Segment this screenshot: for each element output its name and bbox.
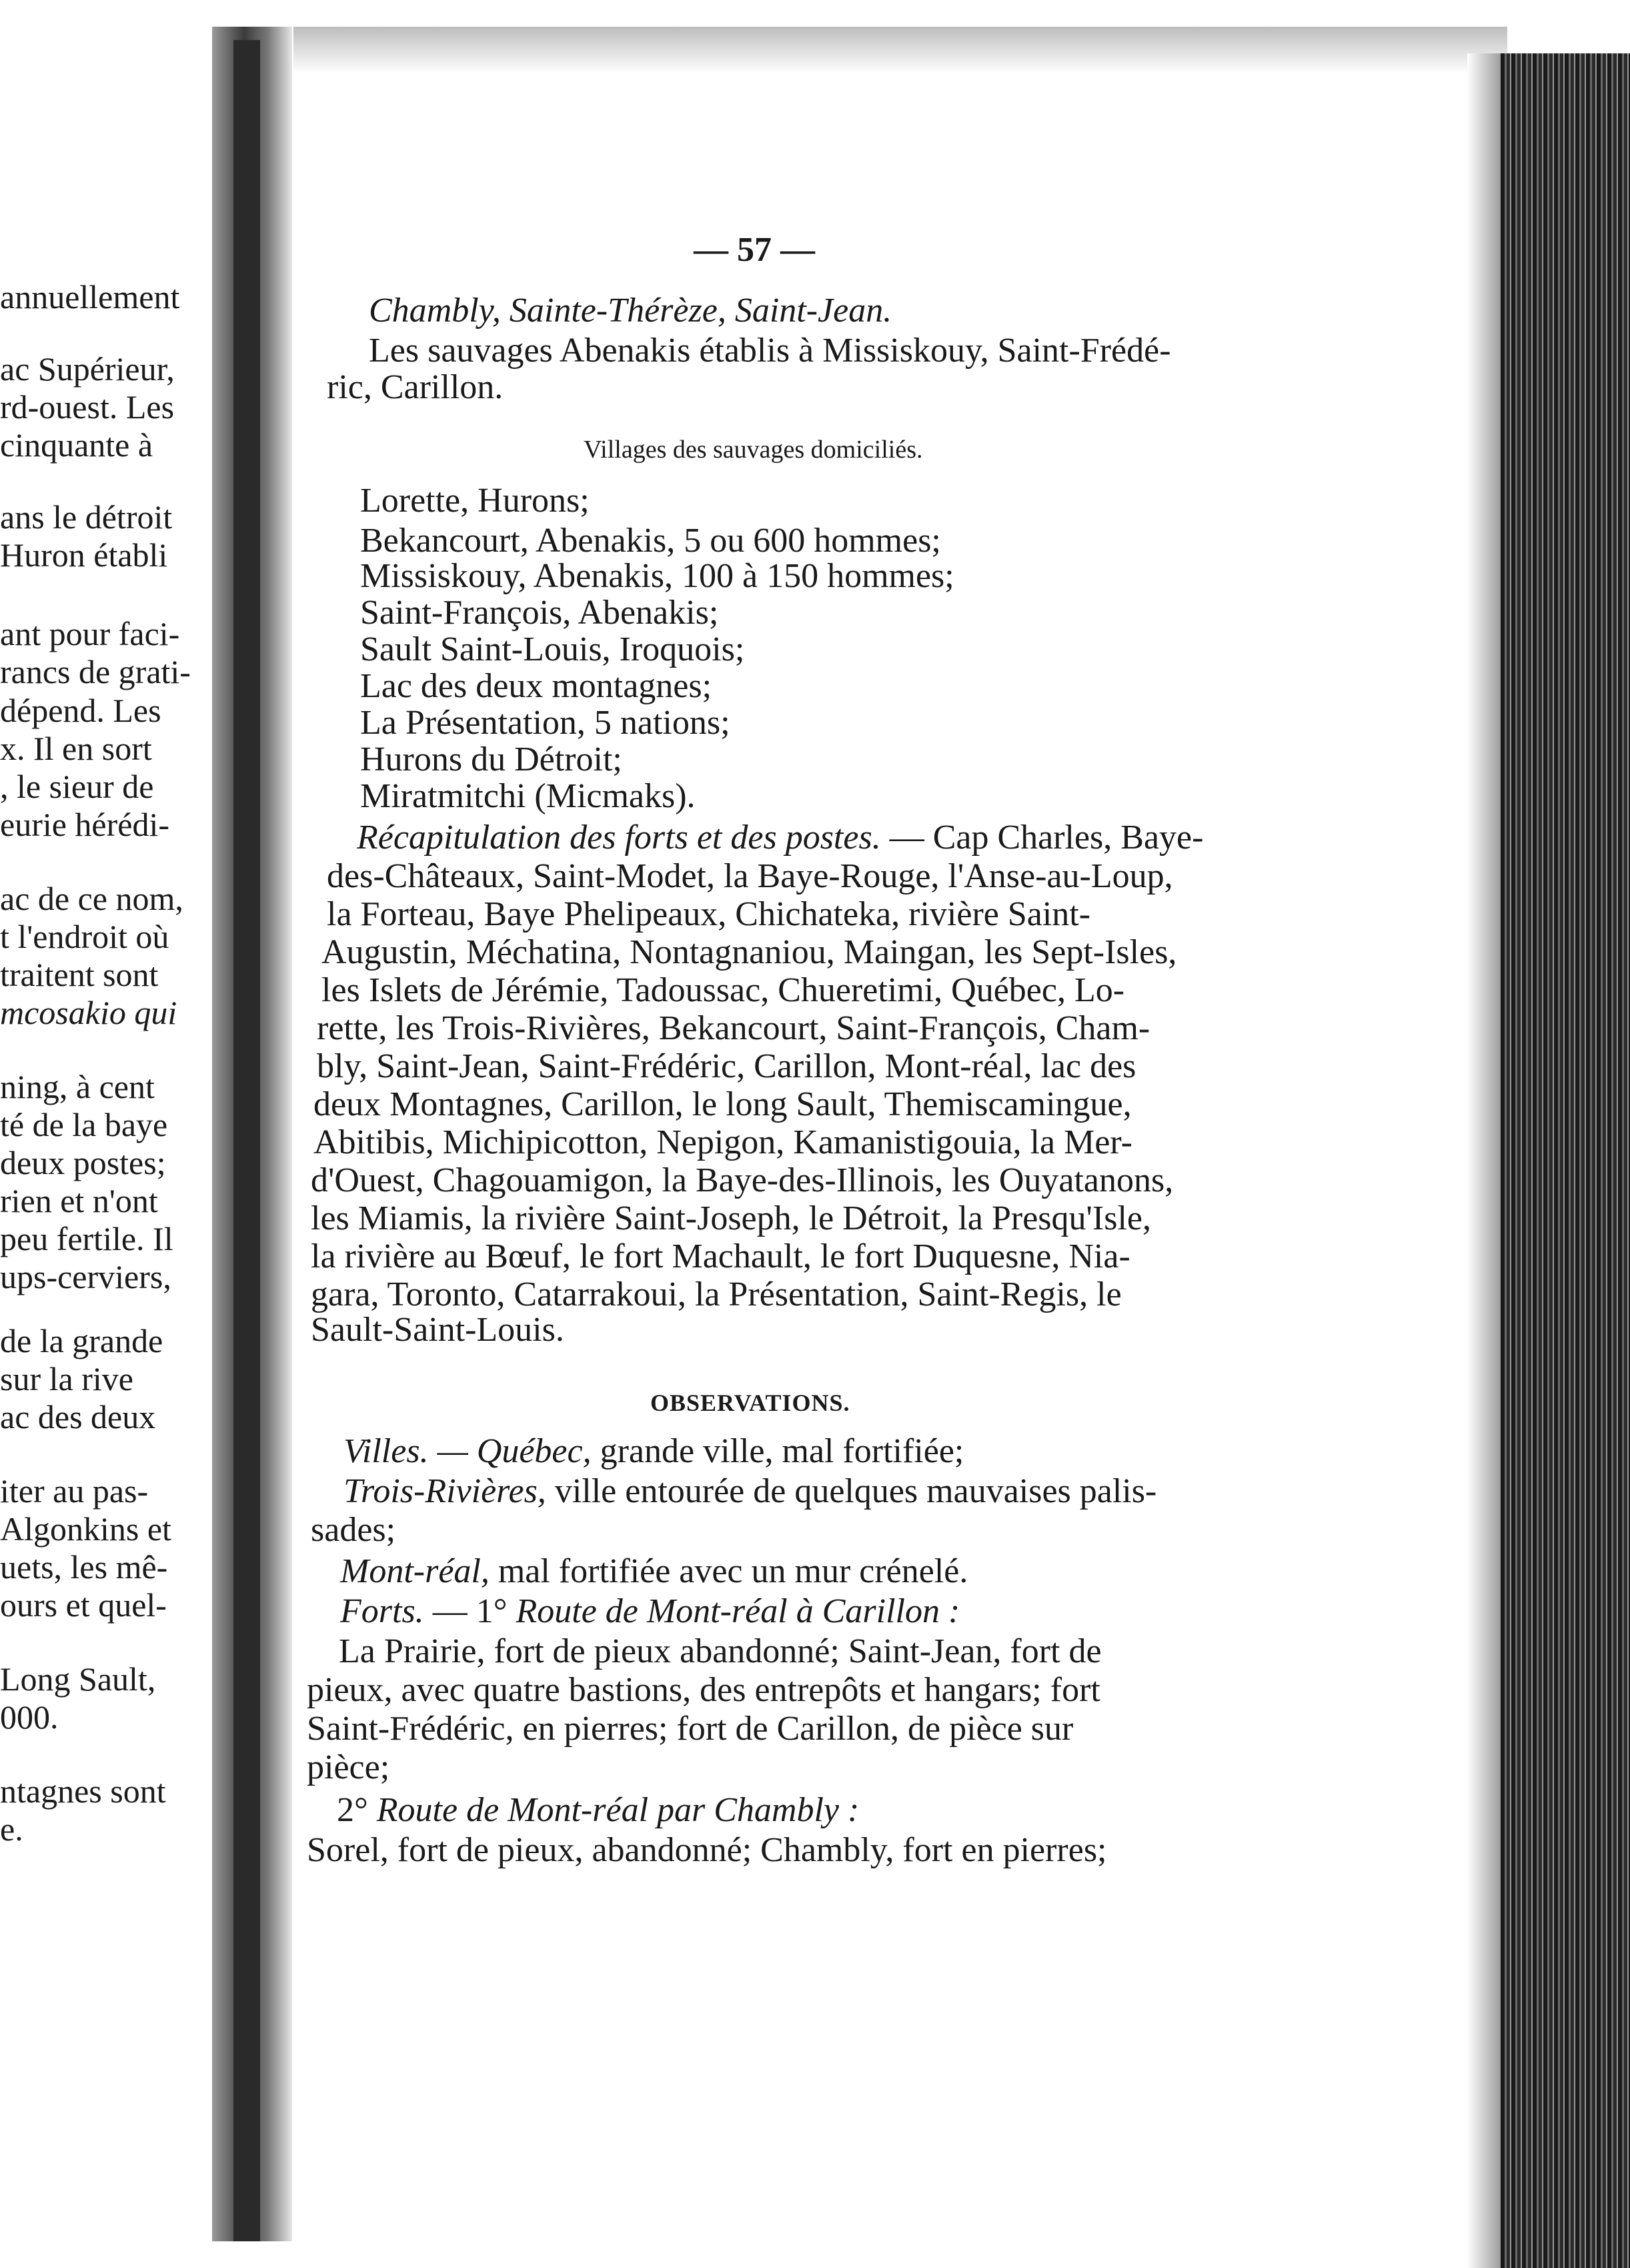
text-line: Augustin, Méchatina, Nontagnaniou, Maingan, les Sept-Isles, — [321, 933, 1177, 971]
text-line: sades; — [311, 1511, 396, 1549]
left-line: rien et n'ont — [0, 1182, 158, 1219]
list-item: Hurons du Détroit; — [360, 740, 622, 778]
text-run-italic: Villes. — Québec, — [343, 1432, 592, 1470]
text-run: — Cap Charles, Baye- — [880, 818, 1204, 857]
observations-heading: OBSERVATIONS. — [650, 1389, 850, 1416]
text-line: bly, Saint-Jean, Saint-Frédéric, Carillon, Mont-réal, lac des — [317, 1047, 1136, 1085]
text-line: ric, Carillon. — [327, 368, 504, 406]
left-line: iter au pas- — [0, 1472, 149, 1510]
left-line: cinquante à — [0, 426, 153, 464]
text-line: les Miamis, la rivière Saint-Joseph, le Détroit, la Presqu'Isle, — [311, 1199, 1151, 1237]
text-run: 2° — [337, 1791, 377, 1829]
text-line — [337, 1793, 859, 1828]
left-line: Huron établi — [0, 536, 168, 574]
section-heading: Villages des sauvages domiciliés. — [584, 436, 923, 464]
text-line: pieux, avec quatre bastions, des entrepôts et hangars; fort — [307, 1671, 1100, 1709]
left-line: peu fertile. Il — [0, 1220, 173, 1257]
left-line: ac Supérieur, — [0, 350, 175, 388]
text-line: Sault-Saint-Louis. — [311, 1311, 564, 1349]
text-line: des-Châteaux, Saint-Modet, la Baye-Rouge, l'Anse-au-Loup, — [327, 857, 1173, 895]
left-line: ups-cerviers, — [0, 1258, 171, 1295]
page-number: — 57 — — [694, 231, 815, 269]
text-run-italic: Forts. — [340, 1592, 424, 1630]
list-item: Lac des deux montagnes; — [360, 667, 712, 705]
text-line: d'Ouest, Chagouamigon, la Baye-des-Illinois, les Ouyatanons, — [311, 1161, 1174, 1199]
text-line: Les sauvages Abenakis établis à Missiskouy, Saint-Frédé- — [369, 332, 1171, 370]
list-item: La Présentation, 5 nations; — [360, 704, 730, 742]
left-line: Algonkins et — [0, 1510, 171, 1548]
text-line: pièce; — [307, 1748, 390, 1786]
left-line: de la grande — [0, 1322, 163, 1359]
text-line — [343, 1474, 1156, 1509]
left-line: , le sieur de — [0, 768, 154, 805]
left-line: t l'endroit où — [0, 918, 169, 955]
left-line: annuellement — [0, 278, 180, 316]
list-item: Saint-François, Abenakis; — [360, 594, 719, 632]
left-line: x. Il en sort — [0, 730, 152, 767]
text-line — [340, 1594, 960, 1629]
recap-heading: Récapitulation des forts et des postes. — [357, 818, 881, 857]
left-line: sur la rive — [0, 1360, 133, 1397]
text-line — [343, 1434, 964, 1469]
text-run: — 1° — [424, 1592, 516, 1630]
list-item: Bekancourt, Abenakis, 5 ou 600 hommes; — [360, 522, 941, 560]
text-line: Sorel, fort de pieux, abandonné; Chambly, fort en pierres; — [307, 1831, 1107, 1869]
text-line: rette, les Trois-Rivières, Bekancourt, Saint-François, Cham- — [317, 1009, 1150, 1047]
left-line: uets, les mê- — [0, 1548, 168, 1586]
left-line: 000. — [0, 1698, 59, 1736]
text-line: la rivière au Bœuf, le fort Machault, le fort Duquesne, Nia- — [311, 1237, 1130, 1275]
left-line: e. — [0, 1810, 23, 1848]
text-line: Chambly, Sainte-Thérèze, Saint-Jean. — [369, 292, 892, 330]
text-line: Abitibis, Michipicotton, Nepigon, Kamanistigouia, la Mer- — [313, 1123, 1132, 1161]
route-heading: Route de Mont-réal par Chambly : — [376, 1791, 860, 1829]
left-line: deux postes; — [0, 1144, 166, 1181]
text-run: mal fortifiée avec un mur crénelé. — [489, 1552, 968, 1590]
left-line: ac de ce nom, — [0, 880, 183, 917]
list-item: Miratmitchi (Micmaks). — [360, 777, 696, 815]
list-item: Missiskouy, Abenakis, 100 à 150 hommes; — [360, 557, 954, 595]
text-line: La Prairie, fort de pieux abandonné; Saint-Jean, fort de — [339, 1632, 1102, 1670]
text-line: gara, Toronto, Catarrakoui, la Présentation, Saint-Regis, le — [311, 1275, 1122, 1313]
left-line: ans le détroit — [0, 498, 173, 536]
text-line: Saint-Frédéric, en pierres; fort de Carillon, de pièce sur — [307, 1710, 1074, 1748]
text-line: deux Montagnes, Carillon, le long Sault, Themiscamingue, — [313, 1085, 1132, 1123]
left-line: ours et quel- — [0, 1586, 167, 1624]
route-heading: Route de Mont-réal à Carillon : — [516, 1592, 960, 1630]
left-line: traitent sont — [0, 956, 159, 993]
text-line — [357, 820, 1203, 855]
text-run-italic: Mont-réal, — [340, 1552, 490, 1590]
left-line: ac des deux — [0, 1398, 156, 1436]
text-run: ville entourée de quelques mauvaises palis- — [546, 1472, 1157, 1510]
left-line: ntagnes sont — [0, 1772, 166, 1810]
list-item: Sault Saint-Louis, Iroquois; — [360, 630, 745, 668]
left-line: rancs de grati- — [0, 653, 191, 690]
left-line: eurie hérédi- — [0, 806, 170, 843]
text-line: les Islets de Jérémie, Tadoussac, Chueretimi, Québec, Lo- — [321, 971, 1125, 1009]
text-run: grande ville, mal fortifiée; — [591, 1432, 964, 1470]
left-line: ning, à cent — [0, 1068, 155, 1105]
text-run-italic: Trois-Rivières, — [343, 1472, 546, 1510]
list-item: Lorette, Hurons; — [360, 482, 590, 520]
left-line: mcosakio qui — [0, 994, 177, 1031]
left-line: ant pour faci- — [0, 615, 180, 652]
text-line — [340, 1554, 968, 1589]
left-line: té de la baye — [0, 1106, 168, 1143]
left-line: dépend. Les — [0, 692, 161, 729]
left-line: rd-ouest. Les — [0, 388, 175, 426]
text-line: la Forteau, Baye Phelipeaux, Chichateka, rivière Saint- — [327, 895, 1091, 933]
left-line: Long Sault, — [0, 1660, 156, 1698]
